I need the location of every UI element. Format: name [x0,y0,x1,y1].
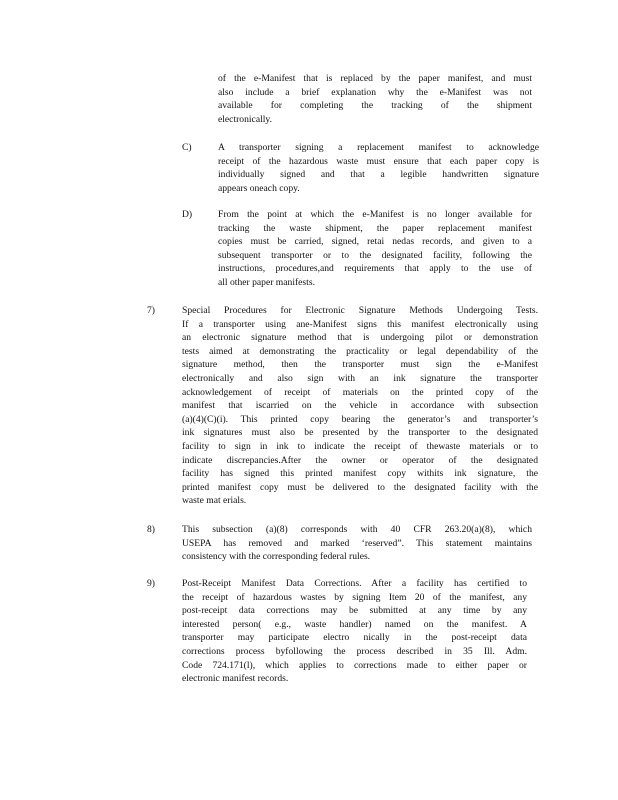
text-line: facility has signed this printed manifest copy withits ink signature, the [182,468,538,480]
item-8-paragraph [182,523,532,564]
item-label-7: 7) [147,305,155,316]
text-line: interested person( e.g., waste handler) named on the manifest. A [182,618,527,630]
text-line: of the e-Manifest that is replaced by the paper manifest, and must [218,73,532,84]
text-line: copies must be carried, signed, retai nedas records, and given to a [218,236,532,248]
item-c-paragraph [218,141,539,195]
text-line: electronic manifest records. [182,673,289,685]
continuation-paragraph [218,72,532,126]
text-line: receipt of the hazardous waste must ensure that each paper copy is [218,155,539,167]
text-line: Post-Receipt Manifest Data Corrections. After a facility has certified to [182,578,527,589]
text-line: tracking the waste shipment, the paper replacement manifest [218,222,532,234]
text-line: appears oneach copy. [218,182,300,194]
item-label-d: D) [182,209,193,220]
text-line: corrections process byfollowing the process described in 35 Ill. Adm. [182,645,527,657]
text-line: ink signatures must also be presented by the transporter to the designated [182,427,538,439]
item-label-c: C) [182,142,192,153]
text-line: an electronic signature method that is undergoing pilot or demonstration [182,332,538,344]
item-label-9: 9) [147,578,155,589]
text-line: the receipt of hazardous wastes by signing Item 20 of the manifest, any [182,591,527,603]
item-d-paragraph [218,208,532,290]
text-line: subsequent transporter or to the designated facility, following the [218,249,532,261]
item-label-8: 8) [147,524,155,535]
text-line: indicate discrepancies.After the owner or operator of the designated [182,454,538,466]
text-line: Code 724.171(l), which applies to corrections made to either paper or [182,659,527,671]
item-7-paragraph [182,304,538,508]
text-line: If a transporter using ane-Manifest signs this manifest electronically using [182,318,538,330]
text-line: individually signed and that a legible handwritten signature [218,169,539,181]
text-line: consistency with the corresponding federal rules. [182,551,371,563]
text-line: post-receipt data corrections may be submitted at any time by any [182,605,527,617]
text-line: manifest that iscarried on the vehicle in accordance with subsection [182,400,538,412]
text-line: (a)(4)(C)(i). This printed copy bearing the generator’s and transporter’s [182,413,538,425]
text-line: A transporter signing a replacement manifest to acknowledge [218,142,539,153]
text-line: From the point at which the e-Manifest is no longer available for [218,209,532,220]
text-line: This subsection (a)(8) corresponds with 40 CFR 263.20(a)(8), which [182,524,532,535]
text-line: acknowledgement of receipt of materials on the printed copy of the [182,386,538,398]
text-line: printed manifest copy must be delivered to the designated facility with the [182,481,538,493]
text-line: USEPA has removed and marked ‘reserved”. This statement maintains [182,537,532,549]
text-line: available for completing the tracking of the shipment [218,100,532,112]
text-line: waste mat erials. [182,495,247,507]
text-line: transporter may participate electro nically in the post-receipt data [182,632,527,644]
text-line: also include a brief explanation why the e-Manifest was not [218,86,532,98]
text-line: instructions, procedures,and requirements that apply to the use of [218,263,532,275]
text-line: electronically and also sign with an ink signature the transporter [182,372,538,384]
text-line: Special Procedures for Electronic Signature Methods Undergoing Tests. [182,305,538,316]
item-9-paragraph [182,577,527,686]
text-line: signature method, then the transporter must sign the e-Manifest [182,359,538,371]
text-line: facility to sign in ink to indicate the receipt of thewaste materials or to [182,440,538,452]
text-line: tests aimed at demonstrating the practicality or legal dependability of the [182,345,538,357]
text-line: electronically. [218,113,272,125]
text-line: all other paper manifests. [218,276,315,288]
